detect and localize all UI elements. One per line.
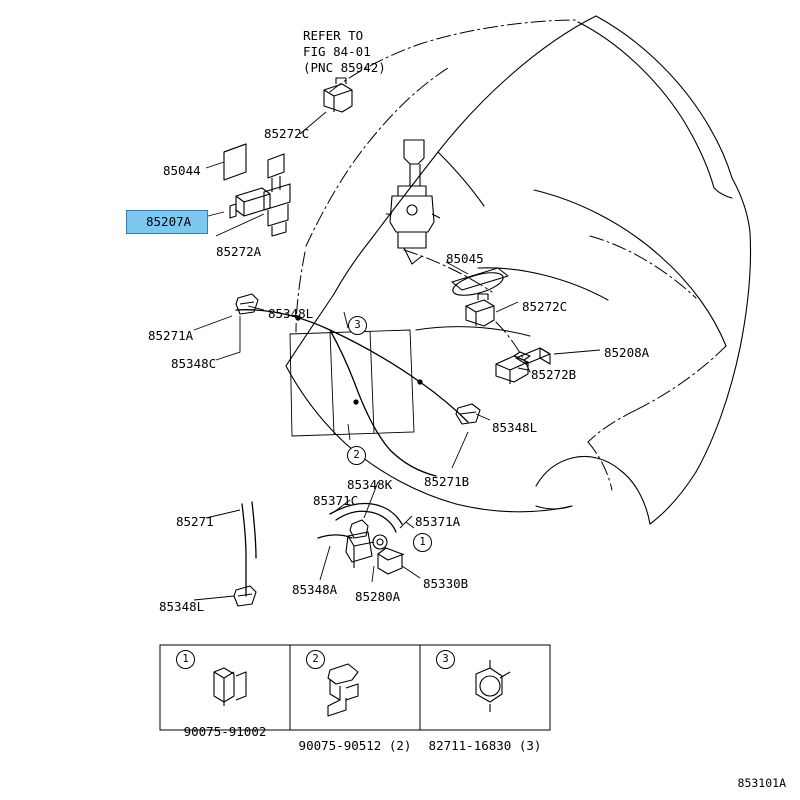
part-label-85272b[interactable]: 85272B xyxy=(531,367,577,382)
part-label-85348c[interactable]: 85348C xyxy=(171,356,217,371)
legend-marker-1: 1 xyxy=(176,650,195,669)
part-label-85348l-middle[interactable]: 85348L xyxy=(492,420,538,435)
part-label-85348l-upper[interactable]: 85348L xyxy=(268,306,314,321)
figure-code: 853101A xyxy=(737,776,786,790)
refer-to-note-line2: FIG 84-01 xyxy=(303,44,371,59)
part-label-85208a[interactable]: 85208A xyxy=(604,345,650,360)
part-label-85271b[interactable]: 85271B xyxy=(424,474,470,489)
part-label-85044[interactable]: 85044 xyxy=(163,163,201,178)
part-label-85348a[interactable]: 85348A xyxy=(292,582,338,597)
part-label-85371a[interactable]: 85371A xyxy=(415,514,461,529)
callout-circle-3[interactable]: 3 xyxy=(348,316,367,335)
part-label-85348l-lower[interactable]: 85348L xyxy=(159,599,205,614)
refer-to-note-line3: (PNC 85942) xyxy=(303,60,386,75)
callout-circle-2[interactable]: 2 xyxy=(347,446,366,465)
part-label-85371c[interactable]: 85371C xyxy=(313,493,359,508)
refer-to-note-line1: REFER TO xyxy=(303,28,364,43)
part-label-85272a[interactable]: 85272A xyxy=(216,244,262,259)
legend-label-3[interactable]: 82711-16830 (3) xyxy=(428,738,542,753)
part-label-85045[interactable]: 85045 xyxy=(446,251,484,266)
part-label-85280a[interactable]: 85280A xyxy=(355,589,401,604)
part-label-85271[interactable]: 85271 xyxy=(176,514,214,529)
callout-circle-1[interactable]: 1 xyxy=(413,533,432,552)
part-label-85272c-lower[interactable]: 85272C xyxy=(522,299,568,314)
highlighted-part-label: 85207A xyxy=(146,214,192,229)
legend-marker-2: 2 xyxy=(306,650,325,669)
part-label-85271a[interactable]: 85271A xyxy=(148,328,194,343)
legend-label-1[interactable]: 90075-91002 xyxy=(183,724,267,739)
legend-marker-3: 3 xyxy=(436,650,455,669)
legend-label-2[interactable]: 90075-90512 (2) xyxy=(298,738,412,753)
part-label-85348k[interactable]: 85348K xyxy=(347,477,393,492)
part-label-85272c-top[interactable]: 85272C xyxy=(264,126,310,141)
part-label-85330b[interactable]: 85330B xyxy=(423,576,469,591)
